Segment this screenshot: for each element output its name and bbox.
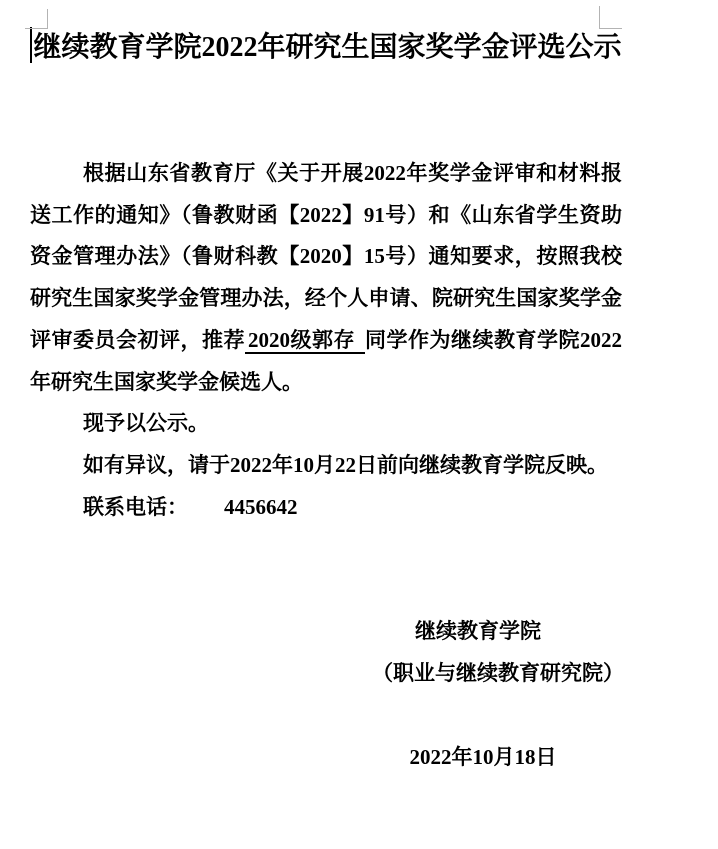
paragraph-announce: 现予以公示。	[83, 411, 209, 436]
candidate-name: 2020级郭存	[248, 327, 355, 352]
paragraph-contact	[30, 487, 622, 529]
signature-block	[372, 611, 624, 694]
signature-org: 继续教育学院	[415, 619, 541, 644]
contact-phone-number: 4456642	[224, 494, 298, 519]
text-boundary-mark-top-left	[25, 9, 48, 29]
document-body[interactable]	[30, 153, 622, 528]
document-date: 2022年10月18日	[409, 744, 557, 769]
signature-org-alt: （职业与继续教育研究院）	[372, 661, 624, 686]
candidate-name-underline	[245, 328, 365, 354]
contact-label: 联系电话：	[83, 494, 188, 519]
document-title-text: 继续教育学院2022年研究生国家奖学金评选公示	[33, 32, 622, 63]
paragraph-objection: 如有异议，请于2022年10月22日前向继续教育学院反映。	[83, 452, 608, 477]
paragraph-main-before: 根据山东省教育厅《关于开展2022年奖学金评审和材料报送工作的通知》（鲁教财函【2022】91号）和《山东省学生资助资金管理办法》（鲁财科教【2020】15号）通知要求，按照我校研究生国家奖学金管理办法，经个人申请、院研究生国家奖学金评审委员会初评，推荐	[30, 161, 622, 352]
paragraph-main-after: 同学作为继续教育学院2022年研究生国家奖学金候选人。	[30, 327, 622, 394]
paragraph-main	[30, 153, 622, 403]
document-title	[30, 0, 622, 70]
text-boundary-mark-top-right	[599, 6, 622, 29]
